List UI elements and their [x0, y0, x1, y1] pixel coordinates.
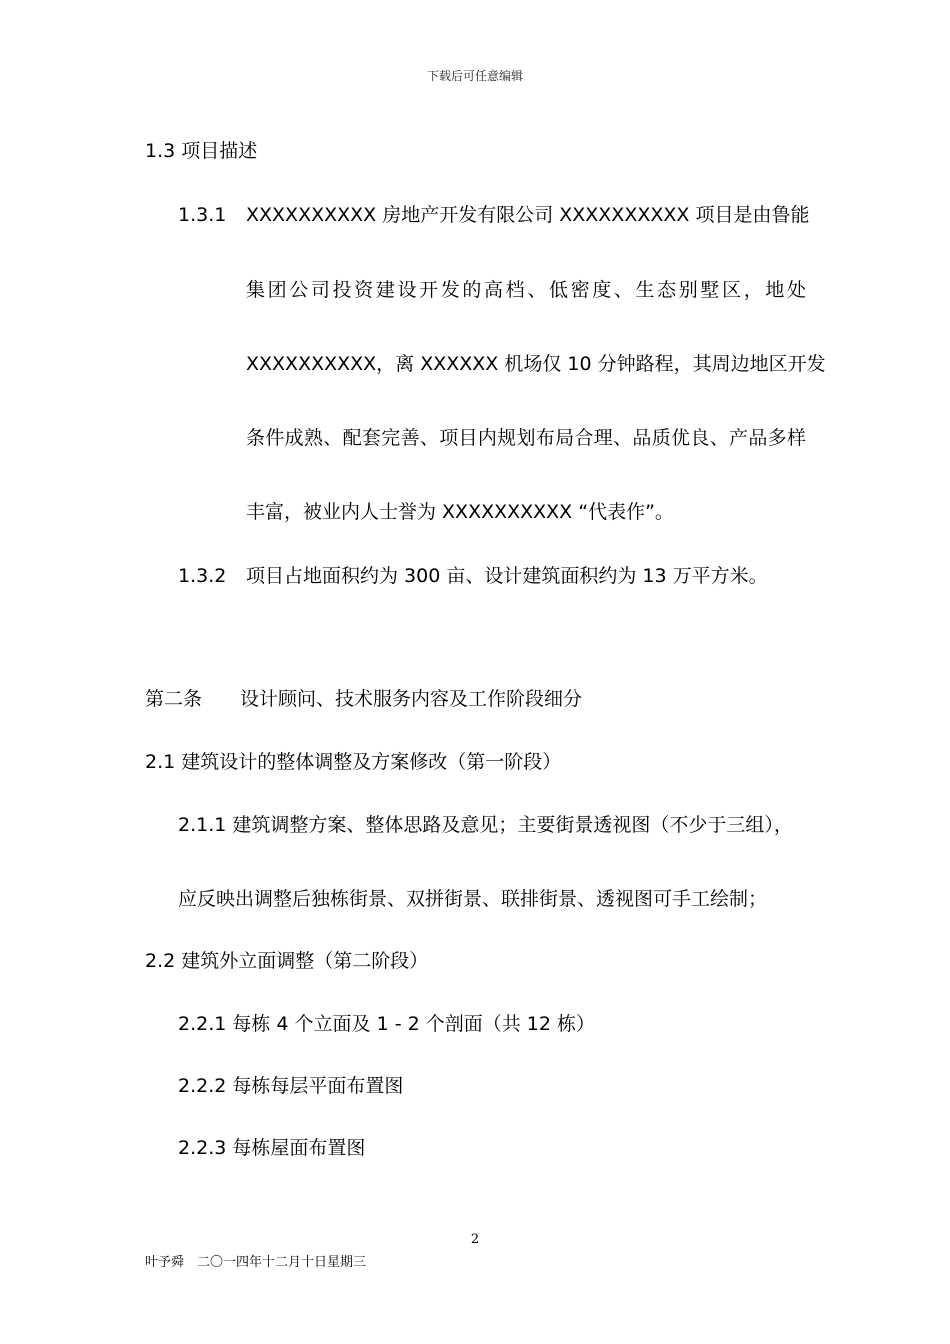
item-1-3-1-line-1: XXXXXXXXXX 房地产开发有限公司 XXXXXXXXXX 项目是由鲁能 [246, 204, 810, 226]
page-number: 2 [470, 1232, 480, 1247]
item-2-1-1-line-2: 应反映出调整后独栋街景、双拼街景、联排街景、透视图可手工绘制； [178, 888, 768, 910]
item-1-3-1-number: 1.3.1 [178, 204, 227, 226]
item-2-2-2: 2.2.2 每栋每层平面布置图 [178, 1075, 404, 1097]
article-2-title: 设计顾问、技术服务内容及工作阶段细分 [240, 688, 583, 710]
page-footer: 叶予舜 二〇一四年十二月十日星期三 [145, 1255, 367, 1270]
item-2-2-1: 2.2.1 每栋 4 个立面及 1 - 2 个剖面（共 12 栋） [178, 1013, 595, 1035]
item-1-3-1-line-2: 集团公司投资建设开发的高档、低密度、生态别墅区，地处 [246, 279, 806, 301]
item-2-1-1-line-1: 2.1.1 建筑调整方案、整体思路及意见；主要街景透视图（不少于三组）， [178, 814, 793, 836]
item-1-3-1-line-5: 丰富，被业内人士誉为 XXXXXXXXXX “代表作”。 [246, 501, 674, 523]
section-2-1-heading: 2.1 建筑设计的整体调整及方案修改（第一阶段） [145, 751, 562, 773]
item-1-3-2-text: 项目占地面积约为 300 亩、设计建筑面积约为 13 万平方米。 [246, 565, 768, 587]
section-2-2-heading: 2.2 建筑外立面调整（第二阶段） [145, 950, 429, 972]
item-1-3-1-line-3: XXXXXXXXXX，离 XXXXXX 机场仅 10 分钟路程，其周边地区开发 [246, 353, 826, 375]
article-2-label: 第二条 [145, 688, 203, 710]
item-1-3-1-line-4: 条件成熟、配套完善、项目内规划布局合理、品质优良、产品多样 [246, 427, 806, 449]
item-1-3-2-number: 1.3.2 [178, 565, 227, 587]
item-2-2-3: 2.2.3 每栋屋面布置图 [178, 1137, 366, 1159]
section-1-3-heading: 1.3 项目描述 [145, 140, 258, 162]
page-header: 下载后可任意编辑 [426, 69, 523, 83]
